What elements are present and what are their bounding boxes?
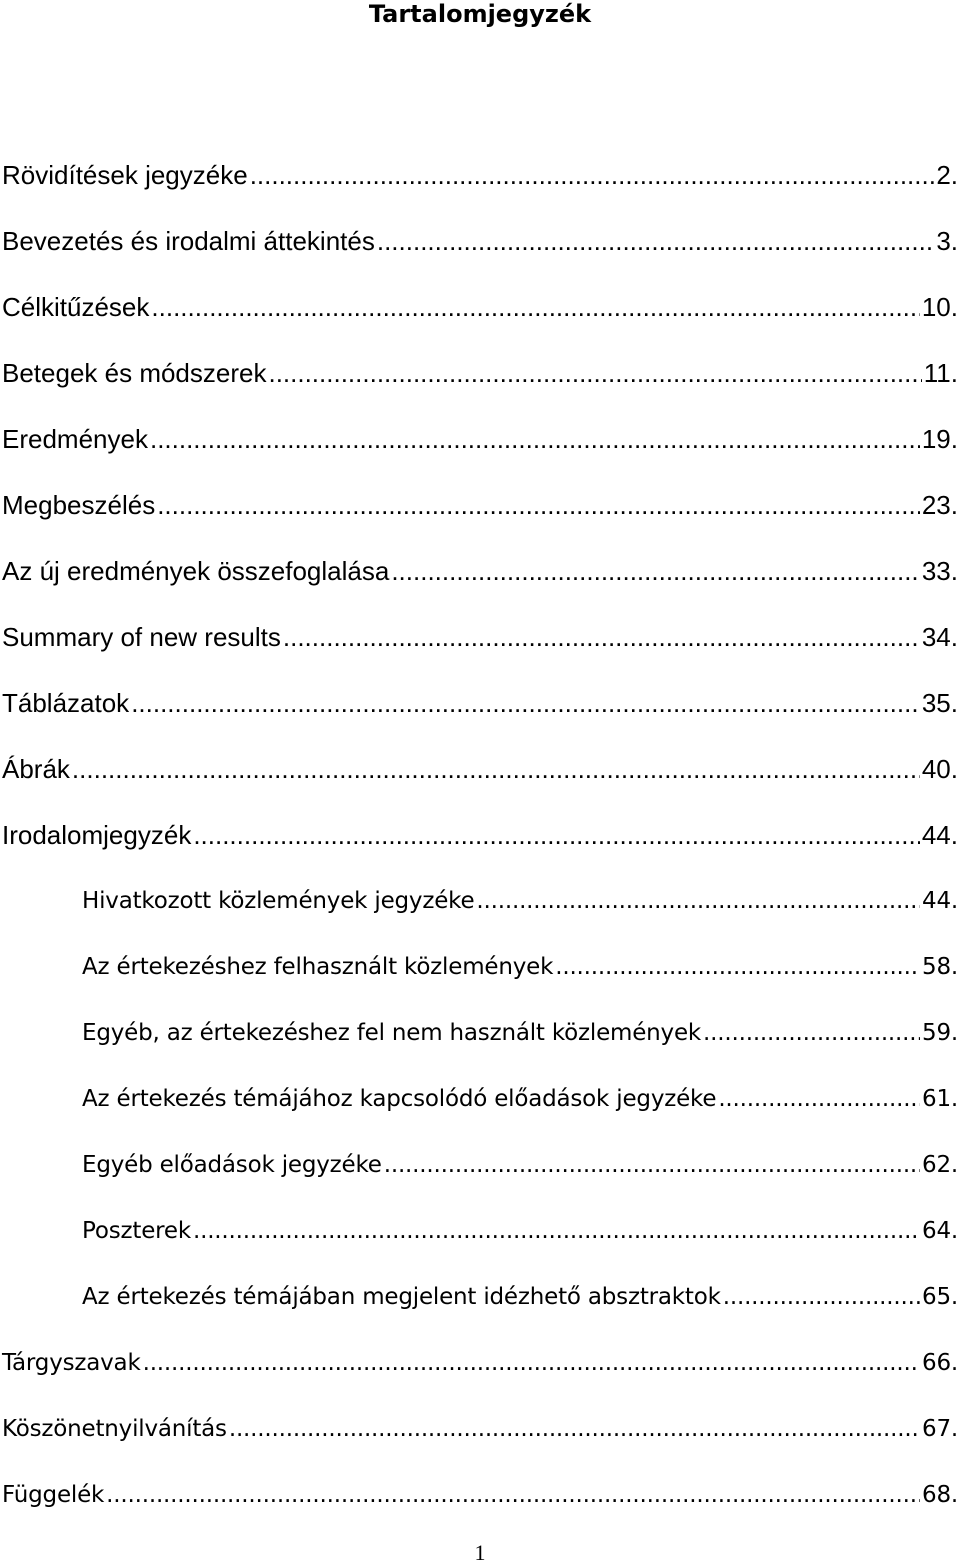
toc-entry-label: Egyéb előadások jegyzéke bbox=[82, 1152, 382, 1178]
toc-entry[interactable] bbox=[0, 614, 960, 680]
dot-leader bbox=[718, 1076, 920, 1122]
toc-entry-label: Ábrák bbox=[2, 754, 70, 784]
toc-entry-label: Eredmények bbox=[2, 424, 148, 454]
toc-entry-label: Az értekezés témájához kapcsolódó előadások jegyzéke bbox=[82, 1086, 717, 1112]
toc-entry[interactable] bbox=[0, 416, 960, 482]
toc-entry-page: 67. bbox=[922, 1416, 958, 1442]
toc-entry-label: Az új eredmények összefoglalása bbox=[2, 556, 390, 586]
toc-entry-page: 3. bbox=[936, 226, 958, 256]
dot-leader bbox=[555, 944, 920, 990]
dot-leader bbox=[476, 878, 920, 924]
toc-entry-page: 61. bbox=[922, 1086, 958, 1112]
toc-entry[interactable] bbox=[0, 548, 960, 614]
dot-leader bbox=[193, 812, 920, 858]
toc-entry[interactable] bbox=[0, 482, 960, 548]
toc-entry-page: 40. bbox=[921, 754, 958, 784]
toc-entry[interactable] bbox=[0, 1142, 960, 1208]
table-of-contents bbox=[0, 152, 960, 1538]
toc-entry[interactable] bbox=[0, 218, 960, 284]
toc-entry-page: 58. bbox=[922, 954, 958, 980]
toc-entry-label: Köszönetnyilvánítás bbox=[2, 1416, 227, 1442]
dot-leader bbox=[250, 152, 935, 198]
toc-entry-page: 33. bbox=[921, 556, 958, 586]
toc-entry[interactable] bbox=[0, 1406, 960, 1472]
toc-entry-label: Tárgyszavak bbox=[2, 1350, 141, 1376]
toc-entry-label: Függelék bbox=[2, 1482, 105, 1508]
toc-entry[interactable] bbox=[0, 878, 960, 944]
toc-entry-page: 44. bbox=[921, 820, 958, 850]
page-number: 1 bbox=[474, 1540, 486, 1565]
toc-entry[interactable] bbox=[0, 1208, 960, 1274]
toc-entry-page: 64. bbox=[922, 1218, 958, 1244]
toc-entry-label: Bevezetés és irodalmi áttekintés bbox=[2, 226, 375, 256]
toc-entry-label: Az értekezés témájában megjelent idézhető absztraktok bbox=[82, 1284, 721, 1310]
toc-entry-page: 11. bbox=[923, 358, 958, 388]
dot-leader bbox=[229, 1406, 920, 1452]
toc-entry-label: Summary of new results bbox=[2, 622, 281, 652]
dot-leader bbox=[131, 680, 920, 726]
toc-entry-page: 66. bbox=[922, 1350, 958, 1376]
toc-entry-label: Megbeszélés bbox=[2, 490, 156, 520]
dot-leader bbox=[384, 1142, 920, 1188]
toc-entry-page: 19. bbox=[921, 424, 958, 454]
toc-entry[interactable] bbox=[0, 152, 960, 218]
toc-entry[interactable] bbox=[0, 284, 960, 350]
toc-entry[interactable] bbox=[0, 350, 960, 416]
toc-entry-page: 68. bbox=[922, 1482, 958, 1508]
toc-entry-page: 35. bbox=[921, 688, 958, 718]
toc-entry-page: 62. bbox=[922, 1152, 958, 1178]
toc-entry[interactable] bbox=[0, 1076, 960, 1142]
dot-leader bbox=[283, 614, 920, 660]
toc-entry-label: Egyéb, az értekezéshez fel nem használt közlemények bbox=[82, 1020, 702, 1046]
dot-leader bbox=[377, 218, 934, 264]
toc-entry-label: Rövidítések jegyzéke bbox=[2, 160, 248, 190]
toc-entry[interactable] bbox=[0, 1274, 960, 1340]
toc-entry-page: 34. bbox=[921, 622, 958, 652]
toc-entry-page: 65. bbox=[922, 1284, 958, 1310]
toc-entry-page: 2. bbox=[936, 160, 958, 190]
dot-leader bbox=[106, 1472, 920, 1518]
dot-leader bbox=[391, 548, 920, 594]
toc-entry-label: Betegek és módszerek bbox=[2, 358, 267, 388]
toc-entry-page: 44. bbox=[922, 888, 958, 914]
dot-leader bbox=[157, 482, 920, 528]
dot-leader bbox=[193, 1208, 920, 1254]
toc-entry[interactable] bbox=[0, 1340, 960, 1406]
dot-leader bbox=[150, 416, 920, 462]
toc-entry-label: Célkitűzések bbox=[2, 292, 150, 322]
toc-entry-label: Táblázatok bbox=[2, 688, 130, 718]
toc-entry-page: 10. bbox=[921, 292, 958, 322]
dot-leader bbox=[723, 1274, 920, 1320]
page-title: Tartalomjegyzék bbox=[368, 0, 592, 28]
dot-leader bbox=[268, 350, 921, 396]
toc-entry-label: Az értekezéshez felhasznált közlemények bbox=[82, 954, 554, 980]
dot-leader bbox=[72, 746, 920, 792]
toc-entry[interactable] bbox=[0, 1010, 960, 1076]
toc-entry-page: 23. bbox=[921, 490, 958, 520]
toc-entry-label: Poszterek bbox=[82, 1218, 191, 1244]
dot-leader bbox=[151, 284, 919, 330]
toc-entry[interactable] bbox=[0, 944, 960, 1010]
toc-entry[interactable] bbox=[0, 680, 960, 746]
dot-leader bbox=[143, 1340, 920, 1386]
dot-leader bbox=[703, 1010, 920, 1056]
toc-entry-label: Hivatkozott közlemények jegyzéke bbox=[82, 888, 475, 914]
toc-entry-label: Irodalomjegyzék bbox=[2, 820, 192, 850]
toc-entry-page: 59. bbox=[922, 1020, 958, 1046]
toc-entry[interactable] bbox=[0, 746, 960, 812]
toc-entry[interactable] bbox=[0, 1472, 960, 1538]
toc-entry[interactable] bbox=[0, 812, 960, 878]
